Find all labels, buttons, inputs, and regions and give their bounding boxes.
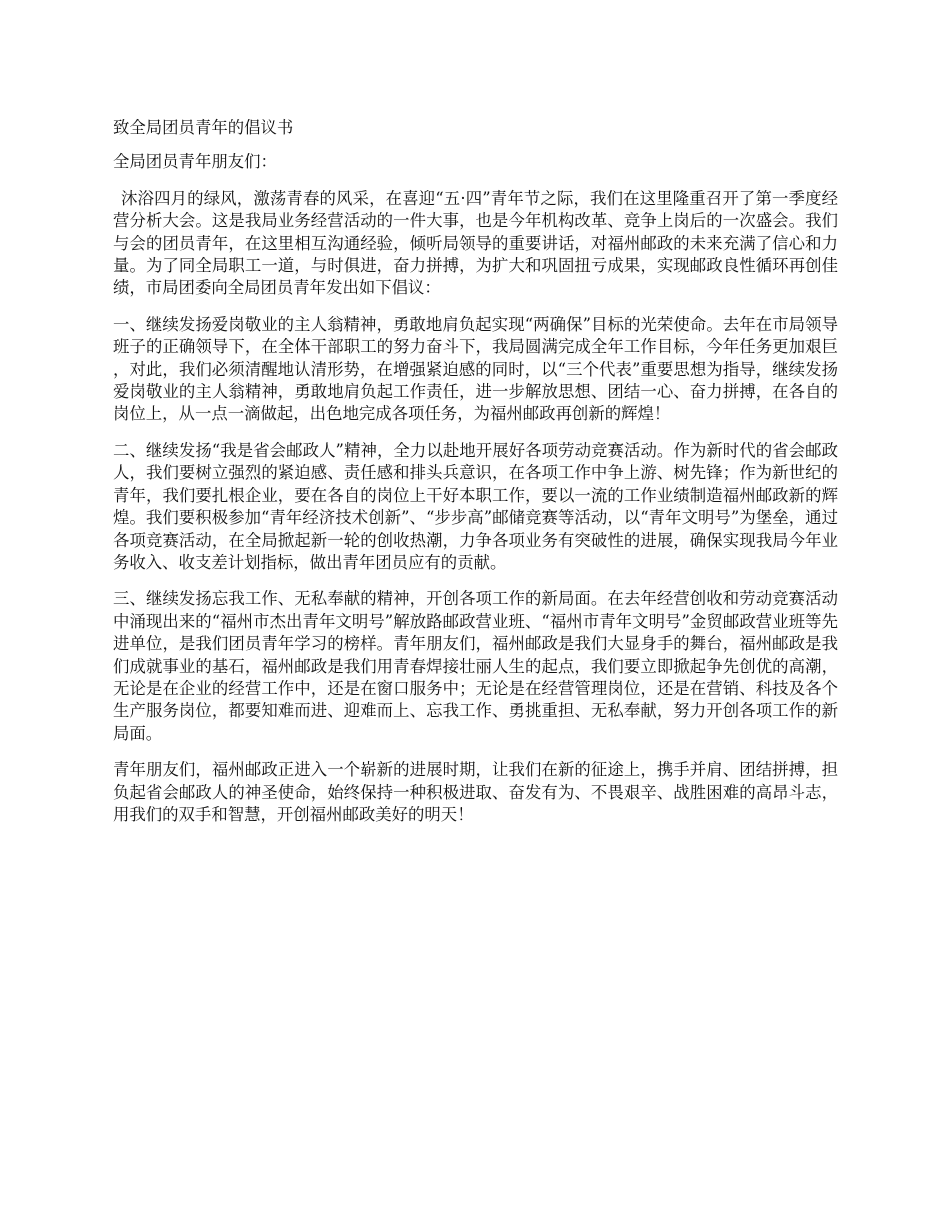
salutation: 全局团员青年朋友们：	[113, 152, 277, 172]
paragraph-intro: 沐浴四月的绿风，激荡青春的风采，在喜迎“五·四”青年节之际，我们在这里隆重召开了第一季度经营分析大会。这是我局业务经营活动的一件大事，也是今年机构改革、竞争上岗后的一次盛会。我们与会的团员青年，在这里相互沟通经验，倾听局领导的重要讲话，对福州邮政的未来充满了信心和力量。为了同全局职工一道，与时俱进，奋力拼搏，为扩大和巩固扭亏成果，实现邮政良性循环再创佳绩，市局团委向全局团员青年发出如下倡议：	[113, 188, 838, 298]
document-title: 致全局团员青年的倡议书	[113, 118, 294, 137]
document-page	[113, 117, 838, 840]
paragraph-proposal-3: 三、继续发扬忘我工作、无私奉献的精神，开创各项工作的新局面。在去年经营创收和劳动竞赛活动中涌现出来的“福州市杰出青年文明号”解放路邮政营业班、“福州市青年文明号”金贸邮政营业班等先进单位，是我们团员青年学习的榜样。青年朋友们，福州邮政是我们大显身手的舞台，福州邮政是我们成就事业的基石，福州邮政是我们用青春焊接壮丽人生的起点，我们要立即掀起争先创优的高潮，无论是在企业的经营工作中，还是在窗口服务中；无论是在经营管理岗位，还是在营销、科技及各个生产服务岗位，都要知难而进、迎难而上、忘我工作、勇挑重担、无私奉献，努力开创各项工作的新局面。	[113, 589, 838, 743]
paragraph-proposal-2: 二、继续发扬“我是省会邮政人”精神，全力以赴地开展好各项劳动竞赛活动。作为新时代的省会邮政人，我们要树立强烈的紧迫感、责任感和排头兵意识，在各项工作中争上游、树先锋；作为新世纪的青年，我们要扎根企业，要在各自的岗位上干好本职工作，要以一流的工作业绩制造福州邮政新的辉煌。我们要积极参加“青年经济技术创新”、“步步高”邮储竞赛等活动，以“青年文明号”为堡垒，通过各项竞赛活动，在全局掀起新一轮的创收热潮，力争各项业务有突破性的进展，确保实现我局今年业务收入、收支差计划指标，做出青年团员应有的贡献。	[113, 440, 838, 572]
paragraph-proposal-1: 一、继续发扬爱岗敬业的主人翁精神，勇敢地肩负起实现“两确保”目标的光荣使命。去年在市局领导班子的正确领导下，在全体干部职工的努力奋斗下，我局圆满完成全年工作目标，今年任务更加艰巨，对此，我们必须清醒地认清形势，在增强紧迫感的同时，以“三个代表”重要思想为指导，继续发扬爱岗敬业的主人翁精神，勇敢地肩负起工作责任，进一步解放思想、团结一心、奋力拼搏，在各自的岗位上，从一点一滴做起，出色地完成各项任务，为福州邮政再创新的辉煌！	[113, 314, 838, 424]
paragraph-closing: 青年朋友们，福州邮政正进入一个崭新的进展时期，让我们在新的征途上，携手并肩、团结拼搏，担负起省会邮政人的神圣使命，始终保持一种积极进取、奋发有为、不畏艰辛、战胜困难的高昂斗志，用我们的双手和智慧，开创福州邮政美好的明天！	[113, 760, 838, 824]
